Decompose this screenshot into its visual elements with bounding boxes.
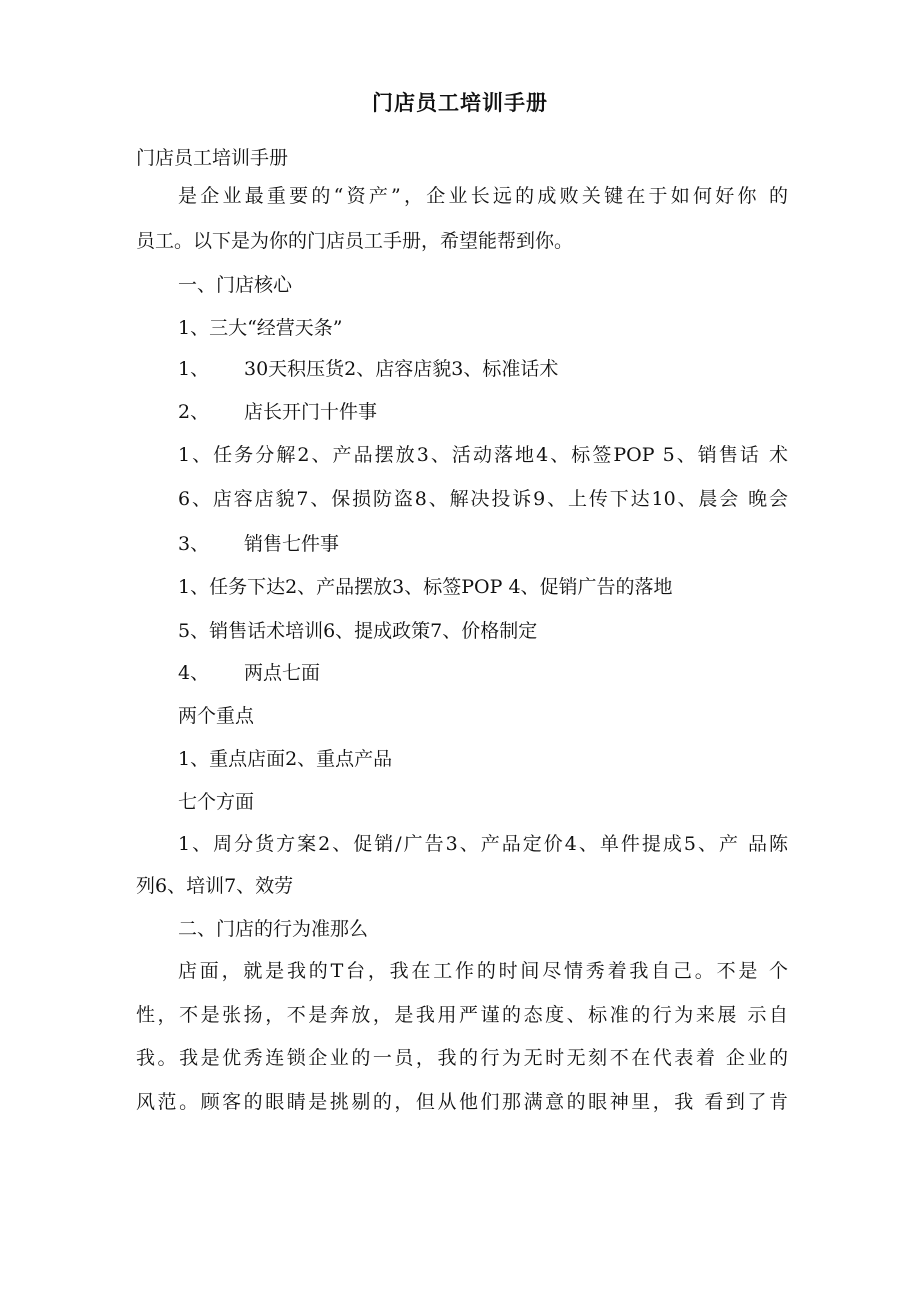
two-focuses-items: 1、重点店面2、重点产品: [178, 748, 393, 770]
seven-aspects-line-1: 1、周分货方案2、促销/广告3、产品定价4、单件提成5、产 品陈: [178, 833, 788, 855]
sales-tasks-line-1: 1、任务下达2、产品摆放3、标签POP 4、促销广告的落地: [178, 576, 673, 598]
list-item-text: 销售七件事: [244, 533, 340, 555]
sales-tasks-line-2: 5、销售话术培训6、提成政策7、价格制定: [178, 620, 538, 642]
list-number: 3、: [178, 533, 210, 555]
store-manager-tasks-line-2: 6、店容店貌7、保损防盗8、解决投诉9、上传下达10、晨会 晚会: [178, 488, 788, 510]
section-heading-2: 二、门店的行为准那么: [178, 918, 369, 940]
subtitle-line: 门店员工培训手册: [136, 147, 289, 169]
conduct-paragraph-line-2: 性，不是张扬，不是奔放，是我用严谨的态度、标准的行为来展 示自: [136, 1004, 788, 1026]
list-heading-business-rules: 1、三大“经营天条”: [178, 317, 343, 339]
conduct-paragraph-line-3: 我。我是优秀连锁企业的一员，我的行为无时无刻不在代表着 企业的: [136, 1047, 788, 1069]
list-number: 4、: [178, 662, 210, 684]
intro-paragraph-line-2: 员工。以下是为你的门店员工手册，希望能帮到你。: [136, 230, 574, 252]
subheading-two-focuses: 两个重点: [178, 705, 255, 727]
conduct-paragraph-line-4: 风范。顾客的眼睛是挑剔的，但从他们那满意的眼神里，我 看到了肯: [136, 1091, 788, 1113]
list-number: 2、: [178, 401, 210, 423]
list-number: 1、: [178, 358, 210, 380]
list-item-text: 30天积压货2、店容店貌3、标准话术: [244, 358, 559, 380]
list-item-text: 两点七面: [244, 662, 321, 684]
intro-paragraph-line-1: 是企业最重要的“资产”，企业长远的成败关键在于如何好你 的: [178, 185, 788, 207]
document-title: 门店员工培训手册: [372, 90, 548, 115]
seven-aspects-line-2: 列6、培训7、效劳: [136, 875, 294, 897]
subheading-seven-aspects: 七个方面: [178, 791, 255, 813]
section-heading-1: 一、门店核心: [178, 274, 293, 296]
store-manager-tasks-line-1: 1、任务分解2、产品摆放3、活动落地4、标签POP 5、销售话 术: [178, 444, 788, 466]
numbered-item-1: [178, 354, 558, 384]
numbered-item-2: [178, 397, 377, 427]
numbered-item-4: [178, 658, 320, 688]
list-item-text: 店长开门十件事: [244, 401, 378, 423]
numbered-item-3: [178, 529, 339, 559]
conduct-paragraph-line-1: 店面，就是我的T台，我在工作的时间尽情秀着我自己。不是 个: [178, 960, 788, 982]
